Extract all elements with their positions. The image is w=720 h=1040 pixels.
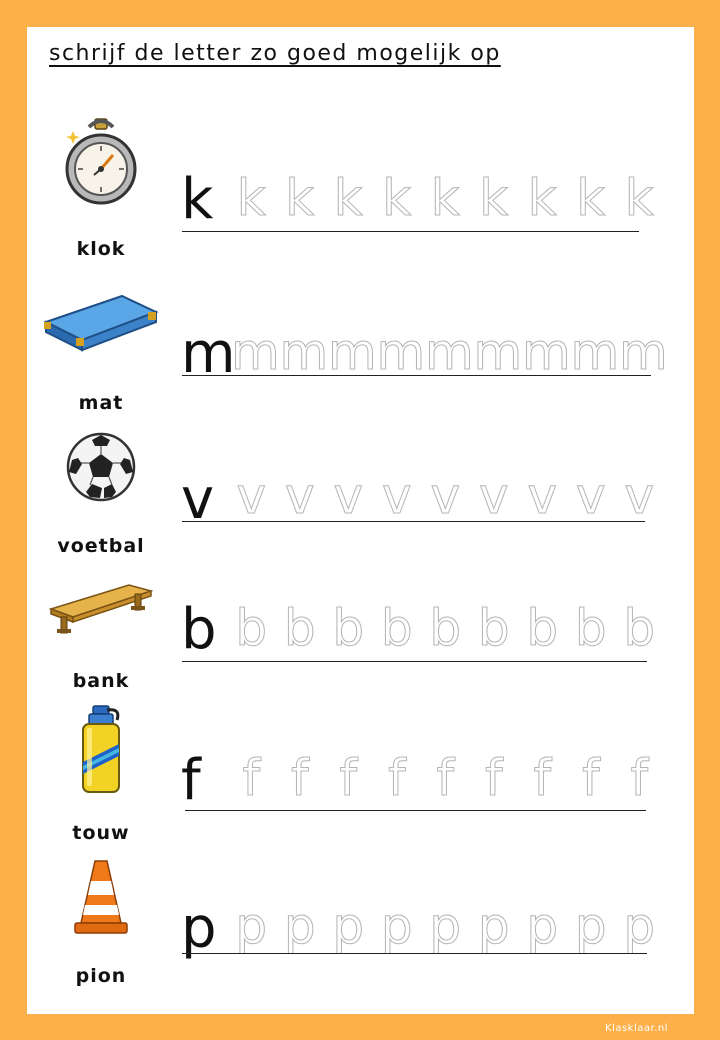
- trace-letter[interactable]: f: [290, 749, 309, 807]
- trace-letter[interactable]: f: [581, 749, 600, 807]
- trace-letter[interactable]: f: [436, 749, 455, 807]
- model-letter: f: [181, 748, 201, 813]
- model-letter: k: [181, 167, 214, 232]
- trace-letter[interactable]: v: [624, 467, 655, 525]
- writing-line[interactable]: [182, 521, 645, 522]
- trace-letter[interactable]: p: [283, 897, 316, 955]
- trace-letter[interactable]: b: [429, 599, 462, 657]
- trace-letter[interactable]: p: [380, 897, 413, 955]
- trace-letter[interactable]: k: [479, 169, 509, 227]
- model-letter: p: [181, 896, 217, 961]
- model-letter: m: [181, 321, 236, 386]
- writing-line[interactable]: [182, 953, 647, 954]
- stopwatch-icon: [39, 117, 163, 207]
- trace-letter[interactable]: p: [623, 897, 656, 955]
- trace-letter[interactable]: k: [333, 169, 363, 227]
- trace-letter[interactable]: b: [526, 599, 559, 657]
- trace-letter[interactable]: f: [242, 749, 261, 807]
- writing-line[interactable]: [185, 810, 646, 811]
- trace-letter[interactable]: k: [285, 169, 315, 227]
- trace-letter[interactable]: m: [522, 323, 571, 381]
- trace-letter[interactable]: f: [533, 749, 552, 807]
- trace-letter[interactable]: v: [333, 467, 364, 525]
- trace-letter[interactable]: v: [430, 467, 461, 525]
- trace-letter[interactable]: v: [527, 467, 558, 525]
- trace-letter[interactable]: m: [425, 323, 474, 381]
- trace-letter[interactable]: b: [235, 599, 268, 657]
- trace-letters: [227, 750, 664, 806]
- trace-letter[interactable]: p: [526, 897, 559, 955]
- trace-letter[interactable]: k: [527, 169, 557, 227]
- gym-bench-icon: [39, 572, 163, 642]
- trace-letters: [227, 468, 664, 524]
- trace-letter[interactable]: k: [624, 169, 654, 227]
- worksheet: [27, 27, 694, 1014]
- gym-mat-icon: [39, 285, 163, 365]
- trace-letter[interactable]: m: [328, 323, 377, 381]
- trace-letter[interactable]: p: [235, 897, 268, 955]
- trace-letters: [231, 324, 668, 380]
- trace-letter[interactable]: p: [332, 897, 365, 955]
- picture-word: voetbal: [57, 535, 145, 557]
- footer-credit: Klasklaar.nl: [605, 1023, 668, 1034]
- picture-word: mat: [78, 392, 124, 414]
- trace-letter[interactable]: p: [477, 897, 510, 955]
- picture-word: touw: [72, 822, 130, 844]
- trace-letter[interactable]: b: [283, 599, 316, 657]
- trace-letter[interactable]: k: [382, 169, 412, 227]
- trace-letter[interactable]: k: [236, 169, 266, 227]
- trace-letter[interactable]: v: [478, 467, 509, 525]
- trace-letter[interactable]: b: [574, 599, 607, 657]
- trace-letter[interactable]: b: [623, 599, 656, 657]
- trace-letter[interactable]: f: [630, 749, 649, 807]
- soccer-ball-icon: [39, 427, 163, 507]
- trace-letter[interactable]: m: [231, 323, 280, 381]
- trace-letter[interactable]: b: [380, 599, 413, 657]
- trace-letter[interactable]: m: [473, 323, 523, 381]
- writing-line[interactable]: [182, 661, 647, 662]
- trace-letter[interactable]: p: [574, 897, 607, 955]
- trace-letter[interactable]: p: [429, 897, 462, 955]
- trace-letter[interactable]: b: [332, 599, 365, 657]
- trace-letter[interactable]: b: [477, 599, 510, 657]
- model-letter: b: [181, 597, 217, 662]
- trace-letter[interactable]: v: [284, 467, 315, 525]
- water-bottle-icon: [39, 702, 163, 797]
- trace-letter[interactable]: v: [575, 467, 606, 525]
- traffic-cone-icon: [39, 857, 163, 937]
- trace-letter[interactable]: m: [376, 323, 426, 381]
- picture-word: bank: [72, 670, 130, 692]
- trace-letter[interactable]: v: [381, 467, 412, 525]
- writing-line[interactable]: [182, 375, 651, 376]
- trace-letter[interactable]: m: [279, 323, 329, 381]
- writing-line[interactable]: [182, 231, 639, 232]
- trace-letter[interactable]: k: [430, 169, 460, 227]
- picture-word: klok: [76, 238, 126, 260]
- trace-letter[interactable]: m: [619, 323, 668, 381]
- trace-letter[interactable]: f: [484, 749, 503, 807]
- trace-letter[interactable]: m: [570, 323, 620, 381]
- worksheet-title: schrijf de letter zo goed mogelijk op: [49, 41, 501, 66]
- model-letter: v: [181, 467, 215, 532]
- trace-letters: [227, 898, 664, 954]
- trace-letter[interactable]: k: [576, 169, 606, 227]
- picture-word: pion: [75, 965, 127, 987]
- trace-letters: [227, 600, 664, 656]
- trace-letters: [227, 170, 664, 226]
- trace-letter[interactable]: f: [387, 749, 406, 807]
- trace-letter[interactable]: v: [236, 467, 267, 525]
- trace-letter[interactable]: f: [339, 749, 358, 807]
